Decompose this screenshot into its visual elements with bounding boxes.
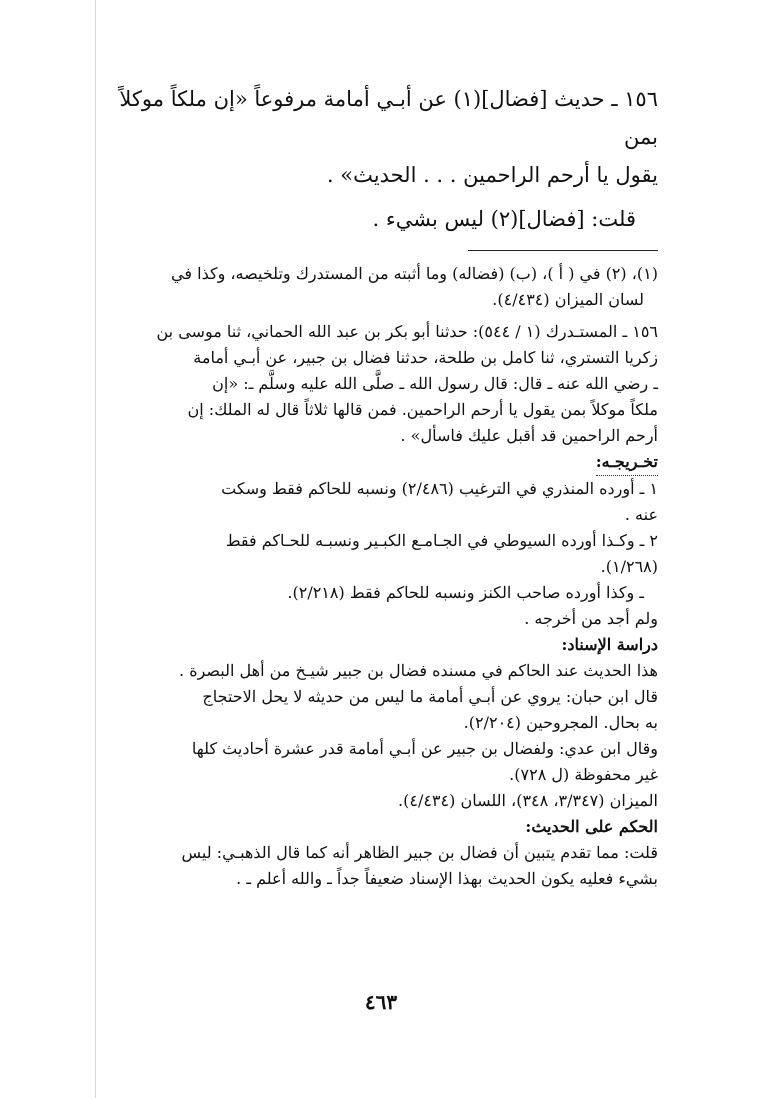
hukm-1-line-2: بشيء فعليه يكون الحديث بهذا الإسناد ضعيفاً جداً ـ والله أعلم ـ . — [236, 869, 658, 888]
isnad-3-line-2: غير محفوظة (ل ٧٢٨). — [509, 765, 658, 784]
hadith-156-line-1: ١٥٦ ـ حديث [فضال](١) عن أبـي أمامة مرفوعاً «إن ملكاً موكلاً بمن — [119, 87, 658, 149]
footnote-156-line-4: ملكاً موكلاً بمن يقول يا أرحم الراحمين. فمن قالها ثلاثاً قال له الملك: إن — [187, 400, 658, 419]
page-body — [100, 80, 658, 892]
takhrij-2-line-1: ٢ ـ وكـذا أورده السيوطي في الجـامـع الكبـير ونسبـه للحـاكم فقط — [225, 531, 658, 550]
footnote-1-line-2: لسان الميزان (٤/٤٣٤). — [492, 290, 644, 309]
isnad-2-line-2: به بحال. المجروحين (٢/٢٠٤). — [463, 713, 658, 732]
hadith-156-line-2: يقول يا أرحم الراحمين . . . الحديث» . — [326, 163, 658, 187]
footnote-156-line-5: أرحم الراحمين قد أقبل عليك فاسأل» . — [400, 426, 658, 445]
qult-statement: قلت: [فضال](٢) ليس بشيء . — [372, 207, 636, 231]
isnad-3-line-1: وقال ابن عدي: ولفضال بن جبير عن أبـي أمامة قدر عشرة أحاديث كلها — [191, 739, 658, 758]
hukm-1-line-1: قلت: مما تقدم يتبين أن فضال بن جبير الظاهر أنه كما قال الذهبـي: ليس — [181, 843, 658, 862]
takhrij-1-line-1: ١ ـ أورده المنذري في الترغيب (٢/٤٨٦) ونسبه للحاكم فقط وسكت — [221, 479, 658, 498]
takhrij-heading: تخـريجـه: — [596, 449, 658, 476]
isnad-4-line-1: الميزان (٣/٣٤٧، ٣٤٨)، اللسان (٤/٤٣٤). — [398, 791, 658, 810]
isnad-1-line-1: هذا الحديث عند الحاكم في مسنده فضال بن جبير شيـخ من أهل البصرة . — [179, 661, 658, 680]
takhrij-2-line-2: (١/٢٦٨). — [600, 557, 658, 576]
takhrij-4-line-1: ولم أجد من أخرجه . — [524, 609, 658, 628]
footnote-separator — [468, 250, 658, 251]
margin-line — [95, 0, 96, 1098]
page-number: ٤٦٣ — [364, 990, 398, 1014]
isnad-heading: دراسة الإسناد: — [561, 635, 658, 654]
footnote-156-line-3: ـ رضي الله عنه ـ قال: قال رسول الله ـ صلَّى الله عليه وسلَّم ـ: «إن — [212, 374, 658, 393]
isnad-2-line-1: قال ابن حبان: يروي عن أبـي أمامة ما ليس من حديثه لا يحل الاحتجاج — [202, 687, 658, 706]
takhrij-3-line-1: ـ وكذا أورده صاحب الكنز ونسبه للحاكم فقط (٢/٢١٨). — [287, 583, 644, 602]
footnote-156-line-2: زكريا التستري، ثنا كامل بن طلحة، حدثنا فضال بن جبير، عن أبـي أمامة — [193, 348, 658, 367]
footnote-156-line-1: ١٥٦ ـ المستـدرك (١ / ٥٤٤): حدثنا أبو بكر بن عبد الله الحماني، ثنا موسى بن — [156, 322, 658, 341]
takhrij-1-line-2: عنه . — [624, 505, 658, 524]
footnote-1-line-1: (١)، (٢) في ( أ )، (ب) (فضاله) وما أثبته من المستدرك وتلخيصه، وكذا في — [171, 264, 658, 283]
hukm-heading: الحكم على الحديث: — [525, 817, 658, 836]
